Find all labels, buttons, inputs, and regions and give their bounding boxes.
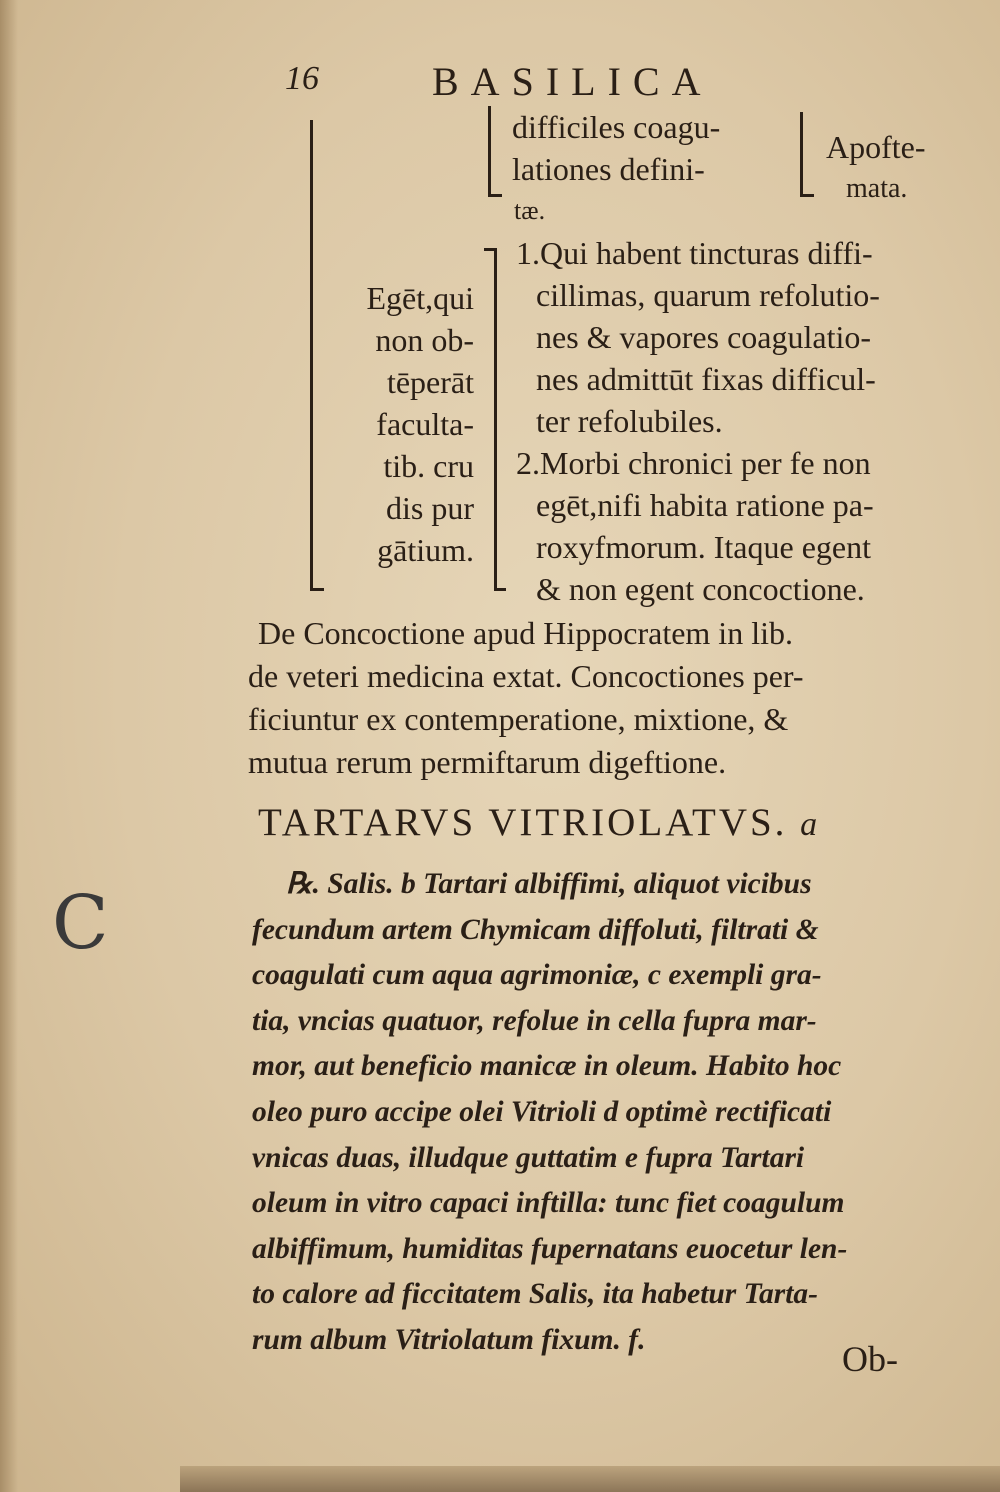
apostemata-line: mata. [846, 173, 908, 204]
right-block-line: ter refolubiles. [536, 403, 723, 439]
top-center-line: difficiles coagu- [512, 109, 721, 145]
recipe-text [252, 862, 847, 1364]
section-heading-text: TARTARVS VITRIOLATVS. [258, 801, 788, 844]
right-block-text [516, 232, 880, 610]
recipe-line: coagulati cum aqua agrimoniæ, c exempli gra- [252, 959, 822, 992]
top-brace-hook [488, 194, 502, 197]
left-block-line: tēperāt [386, 364, 474, 400]
right-block-line: 1.Qui habent tincturas diffi- [516, 235, 873, 271]
recipe-line: oleo puro accipe olei Vitrioli d optimè rectificati [252, 1095, 832, 1128]
right-block-line: roxyfmorum. Itaque egent [536, 529, 871, 565]
recipe-line: to calore ad ficcitatem Salis, ita habetur Tarta- [252, 1278, 818, 1311]
paragraph-line: de veteri medicina extat. Concoctiones per- [248, 658, 804, 694]
top-brace [488, 106, 491, 196]
left-block-text [334, 277, 474, 571]
right-block-line: cillimas, quarum refolutio- [536, 277, 880, 313]
section-heading [258, 800, 817, 845]
margin-annotation: C [52, 880, 109, 966]
right-block-line: egēt,nifi habita ratione pa- [536, 487, 874, 523]
paragraph-line: De Concoctione apud Hippocratem in lib. [258, 615, 793, 651]
apostemata-brace-hook [800, 194, 814, 197]
top-center-text [512, 106, 720, 232]
outer-brace [310, 120, 313, 590]
page-bottom-shadow [180, 1466, 1000, 1492]
top-center-line: tæ. [514, 196, 546, 225]
paragraph-line: mutua rerum permiftarum digeftione. [248, 744, 727, 780]
right-block-line: nes admittūt fixas difficul- [536, 361, 876, 397]
apostemata-line: Apofte- [826, 129, 926, 165]
left-block-line: Egēt,qui [366, 280, 474, 316]
outer-brace-hook [310, 588, 324, 591]
left-block-line: tib. cru [383, 448, 474, 484]
recipe-line: ℞. Salis. b Tartari albiffimi, aliquot vicibus [286, 868, 812, 900]
top-center-line: lationes defini- [512, 151, 705, 187]
recipe-line: mor, aut beneficio manicæ in oleum. Habito hoc [252, 1050, 842, 1083]
left-block-line: dis pur [386, 490, 474, 526]
right-block-line: & non egent concoctione. [536, 571, 865, 607]
apostemata-label [826, 126, 926, 210]
inner-brace [494, 248, 497, 588]
catchword: Ob- [842, 1339, 898, 1379]
recipe-line: fecundum artem Chymicam diffoluti, filtrati & [252, 913, 819, 946]
inner-brace-bottom-hook [494, 588, 506, 591]
paragraph-line: ficiuntur ex contemperatione, mixtione, & [248, 701, 789, 737]
page-number: 16 [285, 60, 319, 97]
left-block-line: gātium. [377, 532, 474, 568]
recipe-line: rum album Vitriolatum fixum. f. [252, 1323, 646, 1356]
concoctio-paragraph [248, 612, 804, 784]
left-block-line: non ob- [375, 322, 474, 358]
right-block-line: 2.Morbi chronici per fe non [516, 445, 871, 481]
apostemata-brace [800, 112, 803, 196]
page-edge-shadow [0, 0, 18, 1492]
recipe-line: albiffimum, humiditas fupernatans euocetur len- [252, 1232, 848, 1265]
right-block-line: nes & vapores coagulatio- [536, 319, 871, 355]
recipe-line: oleum in vitro capaci inftilla: tunc fiet coagulum [252, 1187, 845, 1220]
left-block-line: faculta- [376, 406, 474, 442]
recipe-line: tia, vncias quatuor, refolue in cella fupra mar- [252, 1004, 817, 1037]
recipe-line: vnicas duas, illudque guttatim e fupra Tartari [252, 1141, 805, 1174]
running-head: BASILICA [432, 59, 713, 104]
footnote-marker: a [800, 806, 818, 843]
inner-brace-top-hook [484, 248, 496, 251]
